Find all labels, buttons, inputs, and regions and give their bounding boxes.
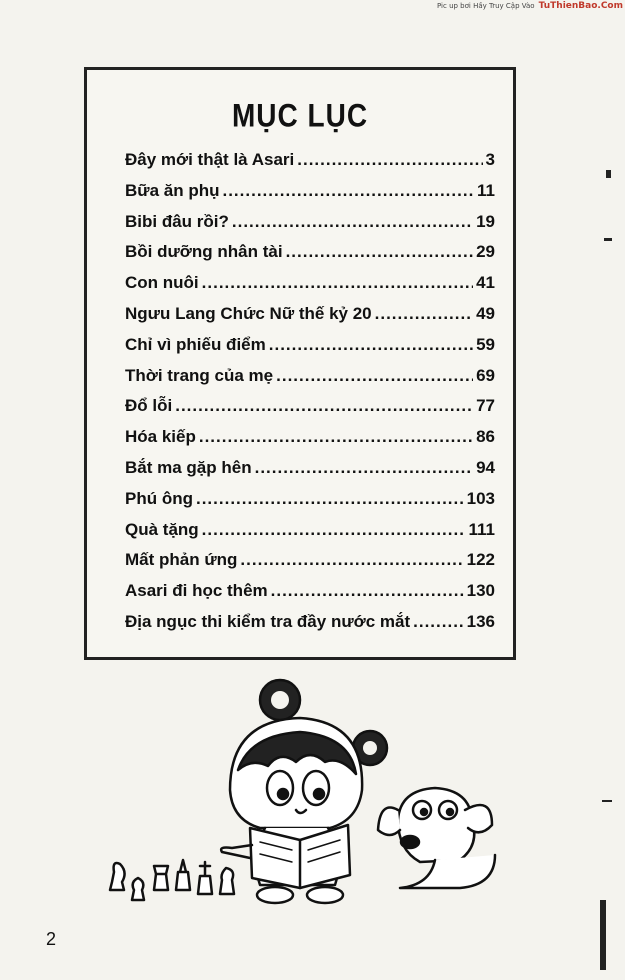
toc-entry-page: 122 [466,550,495,570]
toc-entry-title: Con nuôi [125,273,199,293]
toc-entry-title: Bồi dưỡng nhân tài [125,242,283,262]
toc-entry [125,581,495,612]
toc-leader-dots [375,304,473,324]
toc-entry-title: Bibi đâu rồi? [125,211,229,231]
toc-entry-title: Mất phản ứng [125,550,238,570]
toc-entry-title: Asari đi học thêm [125,581,268,601]
watermark-small-text: Pic up bơi Hầy Truy Cập Vào [436,2,535,10]
toc-leader-dots [232,212,473,232]
toc-leader-dots [286,242,474,262]
scan-mark [606,170,611,178]
toc-entry [125,366,495,397]
toc-entry-title: Thời trang của mẹ [125,365,274,385]
toc-entry-page: 86 [476,427,495,447]
toc-entry-page: 111 [468,519,495,539]
toc-entry-page: 49 [476,303,495,323]
toc-entry [125,273,495,304]
toc-entry-page: 130 [466,581,495,601]
toc-entry [125,335,495,366]
toc-leader-dots [269,335,473,355]
toc-entry-title: Quà tặng [125,519,199,539]
toc-entry-page: 77 [476,396,495,416]
scan-mark [604,238,612,241]
toc-list [125,150,495,643]
toc-entry-title: Địa ngục thi kiểm tra đầy nước mắt [125,611,411,631]
scan-edge-shadow [600,900,606,970]
page-number: 2 [46,929,57,949]
toc-entry [125,458,495,489]
toc-entry [125,150,495,181]
cartoon-illustration [100,670,520,920]
toc-entry-page: 3 [485,150,495,169]
toc-entry-page: 94 [476,457,495,477]
toc-leader-dots [297,150,482,170]
toc-entry-page: 69 [476,365,495,385]
watermark-brand: TuThienBao.Com [538,1,623,11]
toc-entry-page: 11 [477,180,495,200]
toc-leader-dots [222,181,474,201]
toc-entry-title: Hóa kiếp [125,427,196,447]
toc-entry [125,427,495,458]
toc-entry [125,520,495,551]
toc-leader-dots [255,458,473,478]
toc-leader-dots [202,273,473,293]
toc-entry-title: Chỉ vì phiếu điểm [125,334,266,354]
toc-entry [125,612,495,643]
toc-title: MỤC LỤC [231,97,369,134]
toc-leader-dots [199,427,473,447]
toc-entry [125,304,495,335]
toc-leader-dots [413,612,463,632]
toc-entry-title: Phú ông [125,488,193,508]
toc-entry-title: Bắt ma gặp hên [125,457,252,477]
toc-entry-page: 103 [466,488,495,508]
toc-entry-title: Đổ lỗi [125,396,173,416]
toc-leader-dots [202,520,466,540]
toc-entry [125,396,495,427]
toc-entry-title: Đây mới thật là Asari [125,150,295,169]
toc-entry-page: 59 [476,334,495,354]
toc-entry-page: 136 [466,611,495,631]
toc-leader-dots [276,366,473,386]
watermark [437,1,623,11]
toc-entry [125,181,495,212]
scan-mark [602,800,612,802]
toc-entry [125,242,495,273]
toc-leader-dots [175,396,473,416]
toc-entry-page: 19 [476,211,495,231]
toc-entry [125,212,495,243]
toc-leader-dots [196,489,464,509]
toc-leader-dots [240,550,463,570]
toc-entry-page: 29 [476,242,495,262]
table-of-contents-box [84,67,516,660]
toc-entry-title: Bữa ăn phụ [125,180,220,200]
toc-entry-page: 41 [476,273,495,293]
toc-entry [125,550,495,581]
toc-entry-title: Ngưu Lang Chức Nữ thế kỷ 20 [125,303,372,323]
toc-leader-dots [271,581,464,601]
toc-entry [125,489,495,520]
